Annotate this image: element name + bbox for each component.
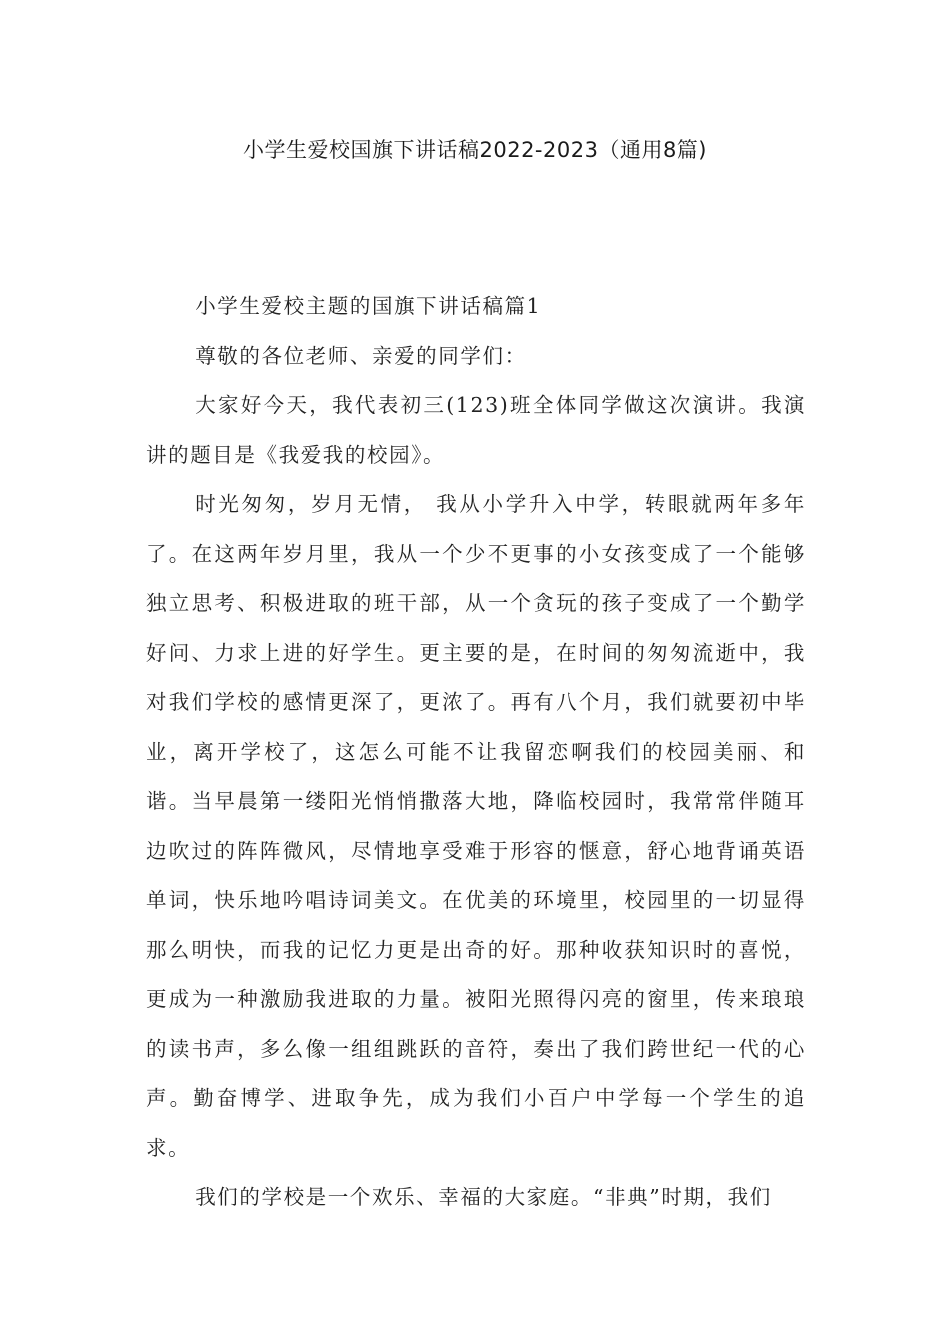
body-paragraph-1: 大家好今天，我代表初三(123)班全体同学做这次演讲。我演讲的题目是《我爱我的校园》。 (146, 393, 806, 467)
document-title: 小学生爱校国旗下讲话稿2022-2023（通用8篇) (242, 138, 708, 162)
document-body (146, 282, 806, 1223)
body-paragraph-3: 我们的学校是一个欢乐、幸福的大家庭。“非典”时期，我们 (195, 1185, 772, 1209)
section-heading: 小学生爱校主题的国旗下讲话稿篇1 (195, 294, 542, 318)
body-paragraph-2: 时光匆匆，岁月无情， 我从小学升入中学，转眼就两年多年了。在这两年岁月里，我从一个少不更事的小女孩变成了一个能够独立思考、积极进取的班干部，从一个贪玩的孩子变成了一个勤学好问、力求上进的好学生。更主要的是，在时间的匆匆流逝中，我对我们学校的感情更深了，更浓了。再有八个月，我们就要初中毕业，离开学校了，这怎么可能不让我留恋啊我们的校园美丽、和谐。当早晨第一缕阳光悄悄撒落大地，降临校园时，我常常伴随耳边吹过的阵阵微风，尽情地享受难于形容的惬意，舒心地背诵英语单词，快乐地吟唱诗词美文。在优美的环境里，校园里的一切显得那么明快，而我的记忆力更是出奇的好。那种收获知识时的喜悦，更成为一种激励我进取的力量。被阳光照得闪亮的窗里，传来琅琅的读书声，多么像一组组跳跃的音符，奏出了我们跨世纪一代的心声。勤奋博学、进取争先，成为我们小百户中学每一个学生的追求。 (146, 492, 806, 1160)
salutation-paragraph: 尊敬的各位老师、亲爱的同学们： (195, 343, 527, 368)
